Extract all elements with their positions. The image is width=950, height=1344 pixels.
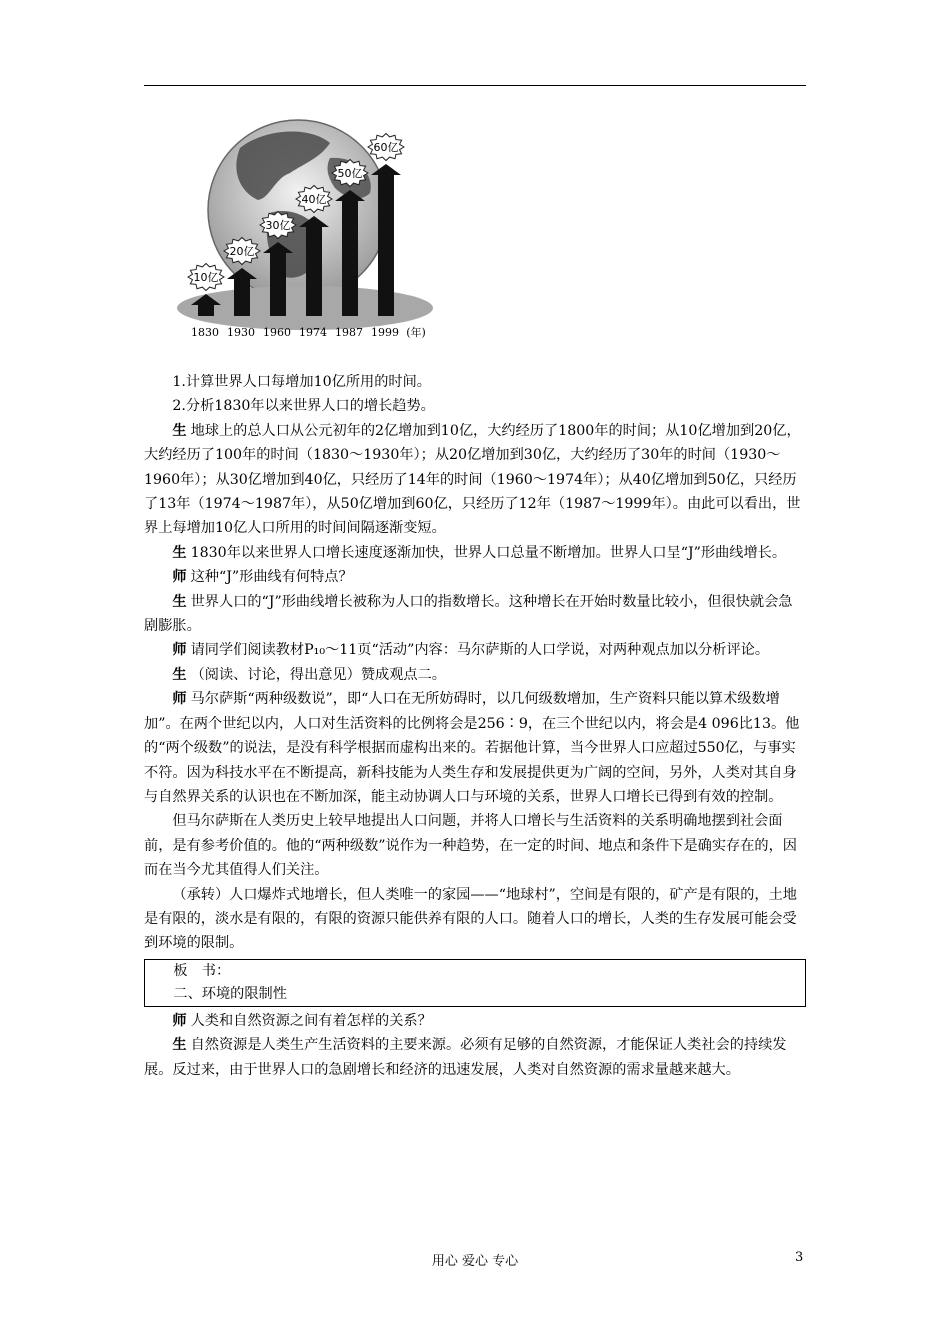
year-label: 1974	[299, 326, 327, 339]
year-label: 1999	[371, 326, 399, 339]
paragraph	[144, 638, 806, 662]
population-label: 60亿	[373, 141, 399, 154]
footer-slogan: 用心 爱心 专心	[431, 1254, 519, 1269]
paragraph	[144, 370, 806, 394]
year-label: 1987	[335, 326, 363, 339]
ground-shadow	[177, 286, 433, 330]
paragraph	[144, 419, 806, 541]
paragraph	[144, 663, 806, 687]
speaker-label: 生	[172, 544, 187, 561]
board-title: 板 书：	[173, 962, 231, 979]
year-label: 1830	[191, 326, 219, 339]
population-label: 40亿	[301, 193, 327, 206]
population-label: 10亿	[193, 271, 219, 284]
paragraph-text: 自然资源是人类生产生活资料的主要来源。必须有足够的自然资源，才能保证人类社会的持续发展。反过来，由于世界人口的急剧增长和经济的迅速发展，人类对自然资源的需求量越来越大。	[144, 1037, 787, 1078]
paragraph-text: 但马尔萨斯在人类历史上较早地提出人口问题，并将人口增长与生活资料的关系明确地摆到社会面前，是有参考价值的。他的“两种级数”说作为一种趋势，在一定的时间、地点和条件下是确实存在的，因而在当今尤其值得人们关注。	[144, 813, 797, 879]
year-unit-label: (年)	[406, 326, 426, 339]
paragraph	[144, 565, 806, 589]
paragraph-text: 世界人口的“J”形曲线增长被称为人口的指数增长。这种增长在开始时数量比较小，但很快就会急剧膨胀。	[144, 593, 793, 635]
speaker-label: 师	[172, 642, 187, 659]
year-label: 1930	[227, 326, 255, 339]
speaker-label: 师	[172, 691, 187, 708]
board-item: 二、环境的限制性	[173, 985, 287, 1002]
speaker-label: 生	[172, 666, 187, 683]
paragraph-text: 马尔萨斯“两种级数说”，即“人口在无所妨碍时，以几何级数增加，生产资料只能以算术级数增加”。在两个世纪以内，人口对生活资料的比例将会是256∶9，在三个世纪以内，将会是4 096比13。他的“两个级数”的说法，是没有科学根据而虚构出来的。若据他计算，当今世界人口应超过550亿，与事实不符。因为科技水平在不断提高，新科技能为人类生存和发展提供更为广阔的空间，另外，人类对其自身与自然界关系的认识也在不断加深，能主动协调人口与环境的关系，世界人口增长已得到有效的控制。	[144, 691, 800, 805]
speaker-label: 师	[172, 569, 187, 586]
population-growth-figure	[170, 118, 440, 348]
speaker-label: 师	[172, 1012, 187, 1029]
page-number: 3	[795, 1250, 804, 1265]
paragraph-text: 人类和自然资源之间有着怎样的关系？	[190, 1012, 432, 1029]
paragraph	[144, 394, 806, 418]
speaker-label: 生	[172, 1037, 187, 1054]
paragraph-text: （承转）人口爆炸式地增长，但人类唯一的家园——“地球村”，空间是有限的，矿产是有限的，土地是有限的，淡水是有限的，有限的资源只能供养有限的人口。随着人口的增长，人类的生存发展可能会受到环境的限制。	[144, 886, 797, 952]
paragraph	[144, 883, 806, 956]
speaker-label: 生	[172, 593, 187, 610]
paragraph	[144, 590, 806, 639]
paragraph-text: 2.分析1830年以来世界人口的增长趋势。	[172, 398, 435, 415]
paragraph-text: 地球上的总人口从公元初年的2亿增加到10亿，大约经历了1800年的时间；从10亿增加到20亿，大约经历了100年的时间（1830～1930年）；从20亿增加到30亿，大约经历了30年的时间（1930～1960年）；从30亿增加到40亿，只经历了14年的时间（1960～1974年）；从40亿增加到50亿，只经历了13年（1974～1987年），从50亿增加到60亿，只经历了12年（1987～1999年）。由此可以看出，世界上每增加10亿人口所用的时间间隔逐渐变短。	[144, 422, 801, 537]
blackboard-box	[144, 959, 806, 1007]
header-rule	[144, 85, 806, 86]
paragraph	[144, 1009, 806, 1033]
population-label: 30亿	[265, 219, 291, 232]
paragraph	[144, 809, 806, 882]
paragraph-text: 请同学们阅读教材P₁₀～11页“活动”内容：马尔萨斯的人口学说，对两种观点加以分析评论。	[190, 642, 770, 659]
paragraph-text: 这种“J”形曲线有何特点？	[190, 569, 353, 586]
paragraph	[144, 541, 806, 565]
population-label: 20亿	[229, 245, 255, 258]
paragraph-text: 1830年以来世界人口增长速度逐渐加快，世界人口总量不断增加。世界人口呈“J”形曲线增长。	[190, 544, 787, 561]
paragraph	[144, 687, 806, 809]
document-body	[144, 370, 806, 1082]
paragraph-text: （阅读、讨论，得出意见）赞成观点二。	[190, 666, 446, 683]
paragraph-text: 1.计算世界人口每增加10亿所用的时间。	[172, 374, 431, 390]
speaker-label: 生	[172, 422, 187, 439]
population-label: 50亿	[337, 167, 363, 180]
paragraph	[144, 1033, 806, 1082]
year-label: 1960	[263, 326, 291, 339]
